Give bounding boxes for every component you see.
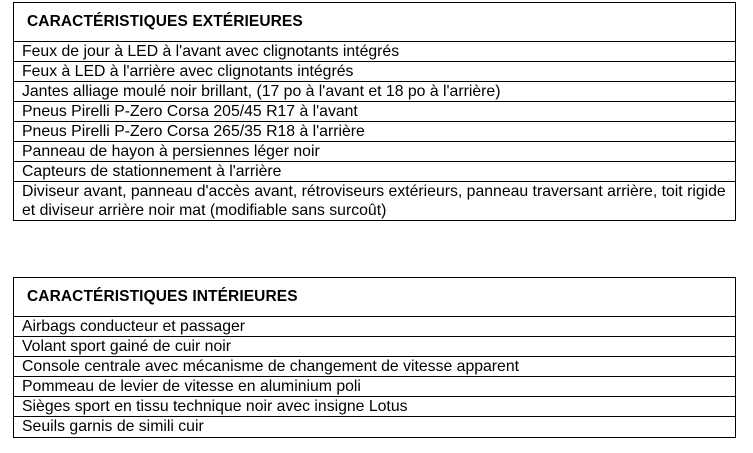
exterior-features-table [13,2,736,221]
exterior-features-title: CARACTÉRISTIQUES EXTÉRIEURES [14,3,735,42]
interior-features-table [13,277,736,438]
interior-feature-row: Pommeau de levier de vitesse en aluminium poli [14,377,735,397]
interior-feature-row: Seuils garnis de simili cuir [22,418,204,435]
exterior-feature-row: Pneus Pirelli P-Zero Corsa 205/45 R17 à l'avant [14,102,735,122]
exterior-feature-row: Jantes alliage moulé noir brillant, (17 po à l'avant et 18 po à l'arrière) [14,82,735,102]
exterior-feature-row: Panneau de hayon à persiennes léger noir [14,142,735,162]
exterior-feature-row: Diviseur avant, panneau d'accès avant, rétroviseurs extérieurs, panneau traversant arrière, toit rigide et diviseur arrière noir mat (modifiable sans surcoût) [22,183,726,219]
interior-feature-row: Airbags conducteur et passager [14,317,735,337]
exterior-feature-row: Feux de jour à LED à l'avant avec clignotants intégrés [14,42,735,62]
interior-feature-row: Volant sport gainé de cuir noir [14,337,735,357]
interior-feature-row: Sièges sport en tissu technique noir avec insigne Lotus [14,397,735,417]
exterior-feature-row: Pneus Pirelli P-Zero Corsa 265/35 R18 à l'arrière [14,122,735,142]
exterior-feature-row: Capteurs de stationnement à l'arrière [14,162,735,182]
exterior-feature-row: Feux à LED à l'arrière avec clignotants intégrés [14,62,735,82]
interior-feature-row: Console centrale avec mécanisme de changement de vitesse apparent [14,357,735,377]
interior-features-title: CARACTÉRISTIQUES INTÉRIEURES [14,278,735,317]
